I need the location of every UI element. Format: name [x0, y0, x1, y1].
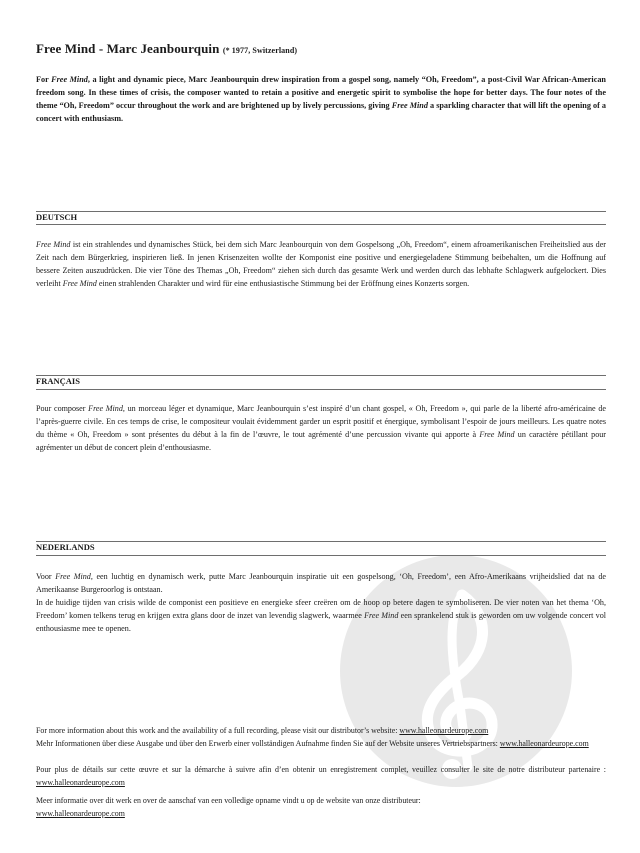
text-run: Voor: [36, 572, 56, 581]
text-run: een sprankelend stuk is geworden om uw volgende concert vol enthousiasme mee te openen.: [36, 611, 606, 633]
section-rule-bottom: [36, 224, 606, 225]
footer-text: Meer informatie over dit werk en over de aanschaf van een volledige opname vindt u op de website van onze distributeur:: [36, 796, 421, 805]
work-title: Free Mind: [36, 240, 71, 249]
work-title: Free Mind: [391, 101, 428, 110]
distributor-link[interactable]: www.halleonardeurope.com: [399, 726, 489, 735]
footer-english: [36, 724, 606, 737]
work-title: Free Mind: [88, 404, 123, 413]
distributor-link[interactable]: www.halleonardeurope.com: [499, 739, 589, 748]
deutsch-paragraph: [36, 238, 606, 290]
text-run: In de huidige tijden van crisis wilde de componist een positieve en energieke sfeer creëren om de hoop op betere dagen te symboliseren. De vier noten van het thema ‘Oh, Freedom’ komen telkens terug en krijgen extra glans door de inzet van levendig slagwerk, waarmee: [36, 598, 606, 620]
section-heading-nederlands: NEDERLANDS: [36, 542, 95, 552]
nederlands-paragraph: [36, 570, 606, 635]
work-title: Free Mind: [51, 75, 88, 84]
text-run: a sparkling character that will lift the opening of a concert with enthusiasm.: [36, 101, 606, 123]
section-heading-francais: FRANÇAIS: [36, 376, 80, 386]
work-title: Free Mind: [62, 279, 97, 288]
text-run: Pour composer: [36, 404, 89, 413]
section-rule-bottom: [36, 555, 606, 556]
footer-french: [36, 763, 606, 789]
footer-text: For more information about this work and the availability of a full recording, please visit our distributor’s website:: [36, 726, 400, 735]
footer-text: Pour plus de détails sur cette œuvre et sur la démarche à suivre afin d’en obtenir un enregistrement complet, veuillez consulter le site de notre distributeur partenaire :: [36, 765, 606, 774]
text-run: , een luchtig en dynamisch werk, putte Marc Jeanbourquin inspiratie uit een gospelsong, ‘Oh, Freedom’, een Afro-Amerikaans vrijheidslied dat na de Amerikaanse Burgeroorlog is ontstaan.: [36, 572, 606, 594]
text-run: einen strahlenden Charakter und wird für eine enthusiastische Stimmung bei der Eröffnung eines Konzerts sorgen.: [96, 279, 470, 288]
english-paragraph: [36, 73, 606, 125]
text-run: ist ein strahlendes und dynamisches Stück, bei dem sich Marc Jeanbourquin von dem Gospelsong „Oh, Freedom“, einem afroamerikanischen Freiheitslied aus der Zeit nach dem Bürgerkrieg, inspirieren ließ. In jenen Krisenzeiten wollte der Komponist eine positive und energiegeladene Stimmung beibehalten, um die Hoffnung auf bessere Zeiten auszudrücken. Die vier Töne des Themas „Oh, Freedom“ ziehen sich durch das gesamte Werk und werden durch das lebhafte Schlagwerk aufgelockert. Dies verleiht: [36, 240, 606, 288]
text-run: , a light and dynamic piece, Marc Jeanbourquin drew inspiration from a gospel song, namely “Oh, Freedom”, a post-Civil War African-American freedom song. In these times of crisis, the composer wanted to retain a positive and energetic spirit to symbolise the hope for better days. The four notes of the theme “Oh, Freedom” occur throughout the work and are brightened up by lively percussions, giving: [36, 75, 606, 110]
francais-paragraph: [36, 402, 606, 454]
distributor-link[interactable]: www.halleonardeurope.com: [36, 778, 125, 787]
work-title: Free Mind: [55, 572, 91, 581]
work-title: Free Mind: [364, 611, 399, 620]
work-title: Free Mind: [479, 430, 515, 439]
footer-dutch: [36, 794, 606, 820]
footer-text: Mehr Informationen über diese Ausgabe und über den Erwerb einer vollständigen Aufnahme finden Sie auf der Website unseres Vertriebspartners:: [36, 739, 500, 748]
page-title: [36, 41, 297, 57]
title-main: Free Mind - Marc Jeanbourquin: [36, 41, 220, 56]
section-rule-bottom: [36, 389, 606, 390]
text-run: For: [36, 75, 52, 84]
footer-german: [36, 737, 606, 750]
title-subtitle: (* 1977, Switzerland): [222, 46, 298, 55]
distributor-link[interactable]: www.halleonardeurope.com: [36, 809, 125, 818]
text-run: un caractère pétillant pour agrémenter un début de concert plein d’enthousiasme.: [36, 430, 606, 452]
text-run: , un morceau léger et dynamique, Marc Jeanbourquin s’est inspiré d’un chant gospel, « Oh, Freedom », qui parle de la liberté afro-américaine de l’après-guerre civile. En ces temps de crise, le compositeur voulait évidemment garder un esprit positif et énergique, symbolisant l’espoir de jours meilleurs. Les quatre notes du thème « Oh, Freedom » sont présentes du début à la fin de l’œuvre, le tout agrémenté d’une percussion vivante qui apporte à: [36, 404, 606, 439]
section-heading-deutsch: DEUTSCH: [36, 212, 78, 222]
